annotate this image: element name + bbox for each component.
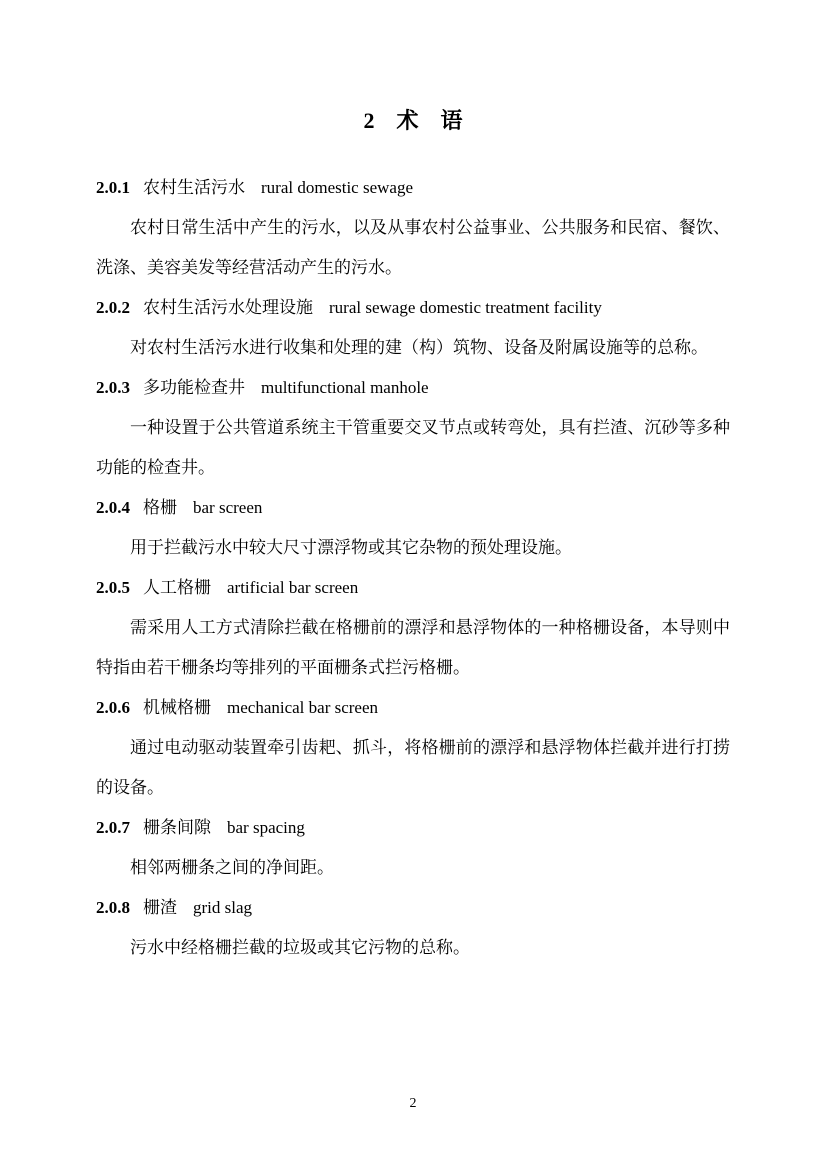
term-definition: 污水中经格栅拦截的垃圾或其它污物的总称。 [130, 938, 470, 957]
term-heading [96, 368, 730, 408]
term-heading [96, 488, 730, 528]
term-heading [96, 168, 730, 208]
term-name-zh: 多功能检查井 [143, 378, 245, 397]
term-entry [96, 688, 730, 808]
term-entry [96, 808, 730, 888]
term-number: 2.0.6 [96, 698, 130, 717]
term-heading [96, 288, 730, 328]
page-number: 2 [409, 1096, 417, 1111]
term-number: 2.0.1 [96, 178, 130, 197]
term-definition: 需采用人工方式清除拦截在格栅前的漂浮和悬浮物体的一种格栅设备，本导则中特指由若干栅条均等排列的平面栅条式拦污格栅。 [96, 618, 730, 677]
term-definition: 用于拦截污水中较大尺寸漂浮物或其它杂物的预处理设施。 [130, 538, 572, 557]
term-definition: 通过电动驱动装置牵引齿耙、抓斗，将格栅前的漂浮和悬浮物体拦截并进行打捞的设备。 [96, 738, 730, 797]
term-entry [96, 568, 730, 688]
term-name-zh: 农村生活污水处理设施 [143, 298, 313, 317]
term-number: 2.0.8 [96, 898, 130, 917]
term-entry [96, 168, 730, 288]
term-definition: 一种设置于公共管道系统主干管重要交叉节点或转弯处，具有拦渣、沉砂等多种功能的检查井。 [96, 418, 730, 477]
term-name-en: mechanical bar screen [227, 698, 379, 717]
term-definition: 相邻两栅条之间的净间距。 [130, 858, 334, 877]
term-number: 2.0.4 [96, 498, 130, 517]
term-name-zh: 机械格栅 [143, 698, 211, 717]
term-name-zh: 栅渣 [143, 898, 177, 917]
term-name-en: multifunctional manhole [261, 378, 429, 397]
term-entry [96, 288, 730, 368]
term-name-en: rural domestic sewage [261, 178, 413, 197]
term-definition: 农村日常生活中产生的污水，以及从事农村公益事业、公共服务和民宿、餐饮、洗涤、美容美发等经营活动产生的污水。 [96, 218, 730, 277]
term-heading [96, 568, 730, 608]
term-name-zh: 人工格栅 [143, 578, 211, 597]
term-number: 2.0.3 [96, 378, 130, 397]
term-heading [96, 888, 730, 928]
term-entry [96, 368, 730, 488]
term-name-zh: 格栅 [143, 498, 177, 517]
term-name-zh: 农村生活污水 [143, 178, 245, 197]
chapter-title: 2 术 语 [363, 108, 463, 133]
term-entry [96, 888, 730, 968]
term-name-en: grid slag [193, 898, 253, 917]
term-heading [96, 688, 730, 728]
term-name-en: bar screen [193, 498, 263, 517]
term-name-zh: 栅条间隙 [143, 818, 211, 837]
term-number: 2.0.2 [96, 298, 130, 317]
term-name-en: rural sewage domestic treatment facility [329, 298, 602, 317]
term-name-en: bar spacing [227, 818, 305, 837]
term-entry [96, 488, 730, 568]
term-name-en: artificial bar screen [227, 578, 359, 597]
term-number: 2.0.5 [96, 578, 130, 597]
term-number: 2.0.7 [96, 818, 130, 837]
term-definition: 对农村生活污水进行收集和处理的建（构）筑物、设备及附属设施等的总称。 [130, 338, 708, 357]
term-heading [96, 808, 730, 848]
